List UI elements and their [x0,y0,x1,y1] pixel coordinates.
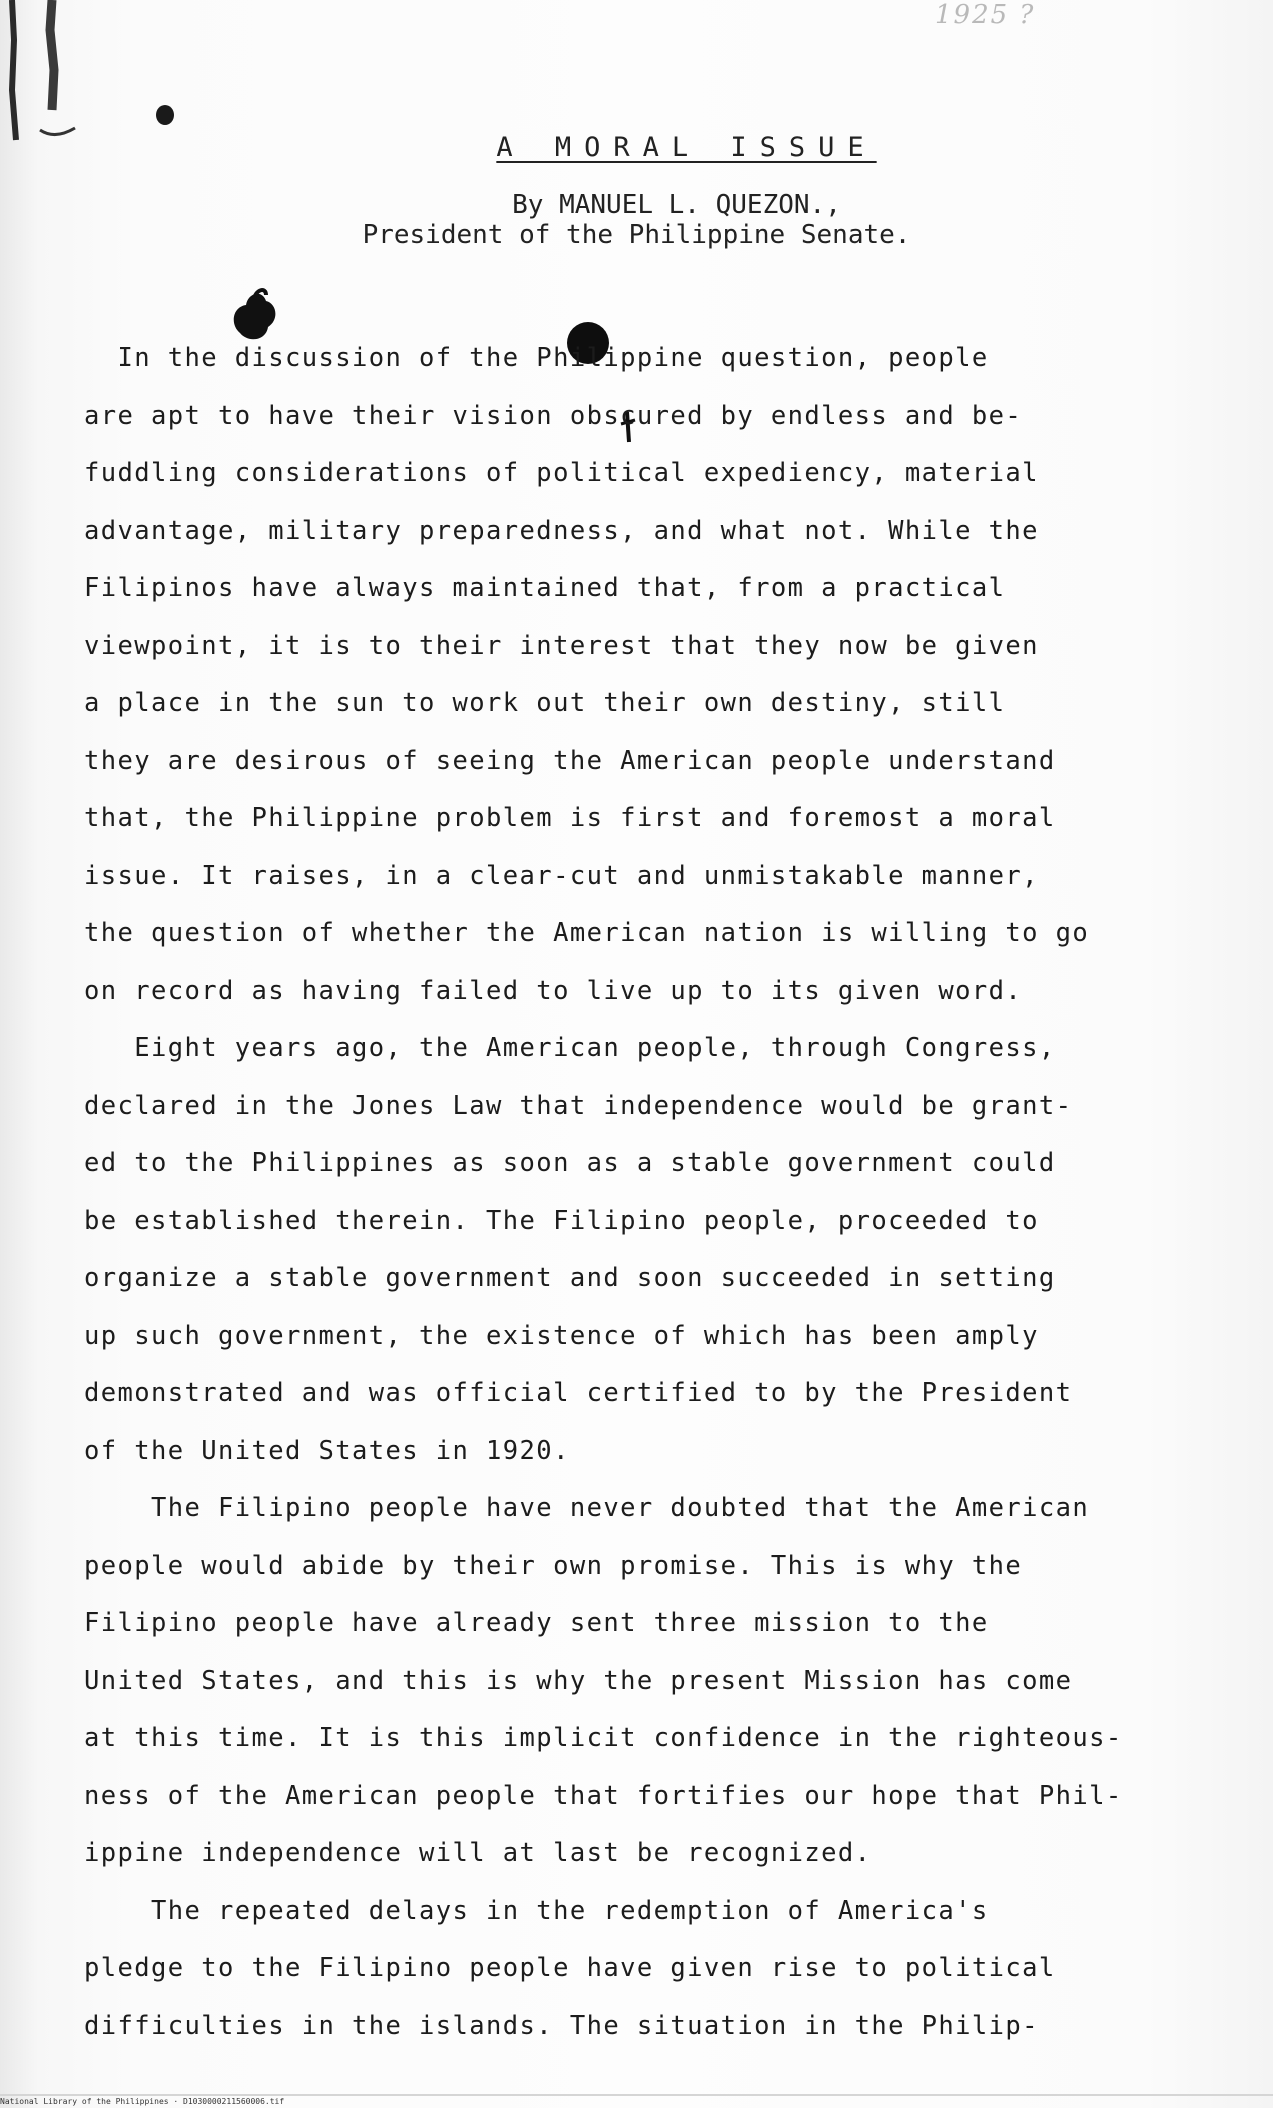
text-line: of the United States in 1920. [84,1435,570,1466]
text-line: up such government, the existence of which has been amply [84,1320,1039,1351]
text-line: the question of whether the American nation is willing to go [84,918,1090,948]
text-line: on record as having failed to live up to its given word. [84,975,1023,1006]
ink-dot-decoration [150,98,180,128]
text-line: viewpoint, it is to their interest that they now be given [84,630,1039,661]
text-line: that, the Philippine problem is first and foremost a moral [84,803,1056,833]
text-line: pledge to the Filipino people have given rise to political [84,1953,1056,1983]
document-title [0,132,1273,163]
text-line: be established therein. The Filipino people, proceeded to [84,1205,1039,1236]
text-line: advantage, military preparedness, and what not. While the [84,515,1039,546]
handwritten-note: 1925 ? [935,0,1036,30]
document-title-text: A MORAL ISSUE [496,132,877,163]
text-line: a place in the sun to work out their own destiny, still [84,688,1006,718]
paragraph-2 [84,1020,1184,1480]
paragraph-4 [84,1883,1184,2056]
text-line: people would abide by their own promise. This is why the [84,1550,1023,1581]
text-line: ippine independence will at last be recognized. [84,1838,872,1868]
text-line: Eight years ago, the American people, through Congress, [84,1033,1056,1063]
scan-footer: National Library of the Philippines · D1030000211560006.tif [0,2097,285,2106]
text-line: United States, and this is why the present Mission has come [84,1665,1073,1696]
byline-author: By MANUEL L. QUEZON., [512,190,841,220]
scan-bottom-edge [0,2094,1273,2096]
text-line: organize a stable government and soon succeeded in setting [84,1263,1056,1293]
text-line: issue. It raises, in a clear-cut and unmistakable manner, [84,860,1039,891]
document-body [84,330,1184,2055]
text-line: The repeated delays in the redemption of America's [84,1895,989,1926]
text-line: ness of the American people that fortifies our hope that Phil- [84,1780,1123,1811]
text-line: Filipinos have always maintained that, from a practical [84,573,1006,603]
byline-position: President of the Philippine Senate. [362,220,911,250]
text-line: fuddling considerations of political expediency, material [84,458,1039,488]
text-line: In the discussion of the Philippine question, people [84,343,989,373]
paragraph-3 [84,1480,1184,1883]
text-line: ed to the Philippines as soon as a stable government could [84,1148,1056,1178]
text-line: they are desirous of seeing the American people understand [84,745,1056,776]
text-line: at this time. It is this implicit confidence in the righteous- [84,1723,1123,1753]
text-line: Filipino people have already sent three mission to the [84,1608,989,1638]
text-line: The Filipino people have never doubted that the American [84,1493,1090,1523]
text-line: declared in the Jones Law that independence would be grant- [84,1090,1073,1121]
paragraph-1 [84,330,1184,1020]
text-line: demonstrated and was official certified to by the President [84,1378,1073,1408]
text-line: difficulties in the islands. The situation in the Philip- [84,2010,1039,2041]
byline [0,190,1273,250]
text-line: are apt to have their vision obscured by endless and be- [84,400,1023,431]
